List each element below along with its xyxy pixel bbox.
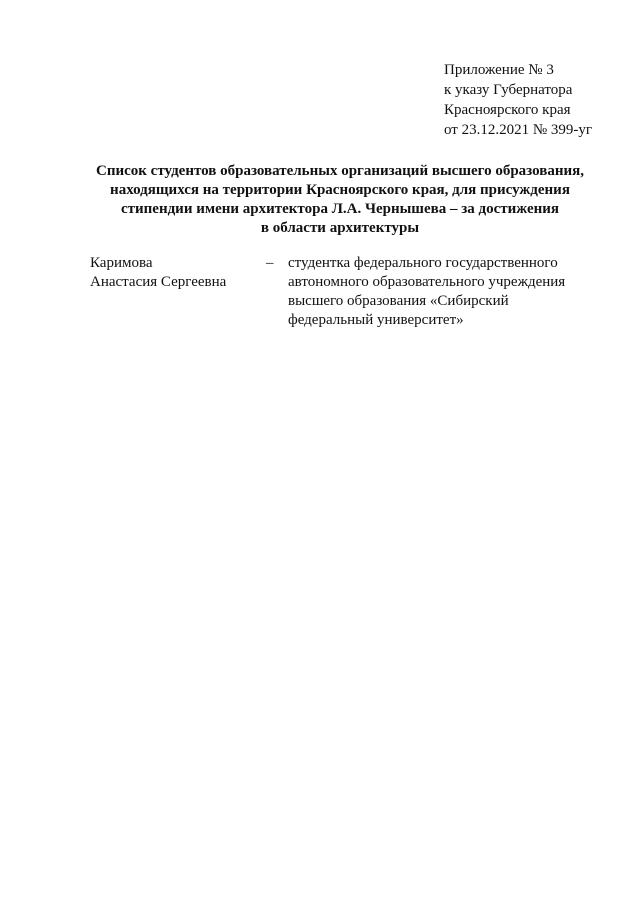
title-line: стипендии имени архитектора Л.А. Чернышева – за достижения [120, 201, 560, 217]
description-line: автономного образовательного учреждения [288, 274, 566, 290]
annex-line: от 23.12.2021 № 399-уг [444, 122, 593, 138]
description-line: студентка федерального государственного [288, 255, 558, 271]
annex-line: к указу Губернатора [444, 82, 573, 98]
document-title [60, 162, 620, 238]
title-line: в области архитектуры [260, 220, 420, 236]
title-line: находящихся на территории Красноярского края, для присуждения [110, 182, 570, 198]
student-name [90, 254, 260, 292]
student-description [288, 254, 588, 330]
entry-dash: – [266, 255, 274, 271]
description-line: высшего образования «Сибирский [288, 293, 509, 309]
annex-line: Красноярского края [444, 102, 571, 118]
annex-line: Приложение № 3 [444, 62, 554, 78]
student-given-names: Анастасия Сергеевна [90, 274, 227, 290]
description-line: федеральный университет» [288, 312, 464, 328]
student-surname: Каримова [90, 255, 153, 271]
title-line: Список студентов образовательных организаций высшего образования, [96, 163, 584, 179]
annex-block [444, 60, 634, 140]
